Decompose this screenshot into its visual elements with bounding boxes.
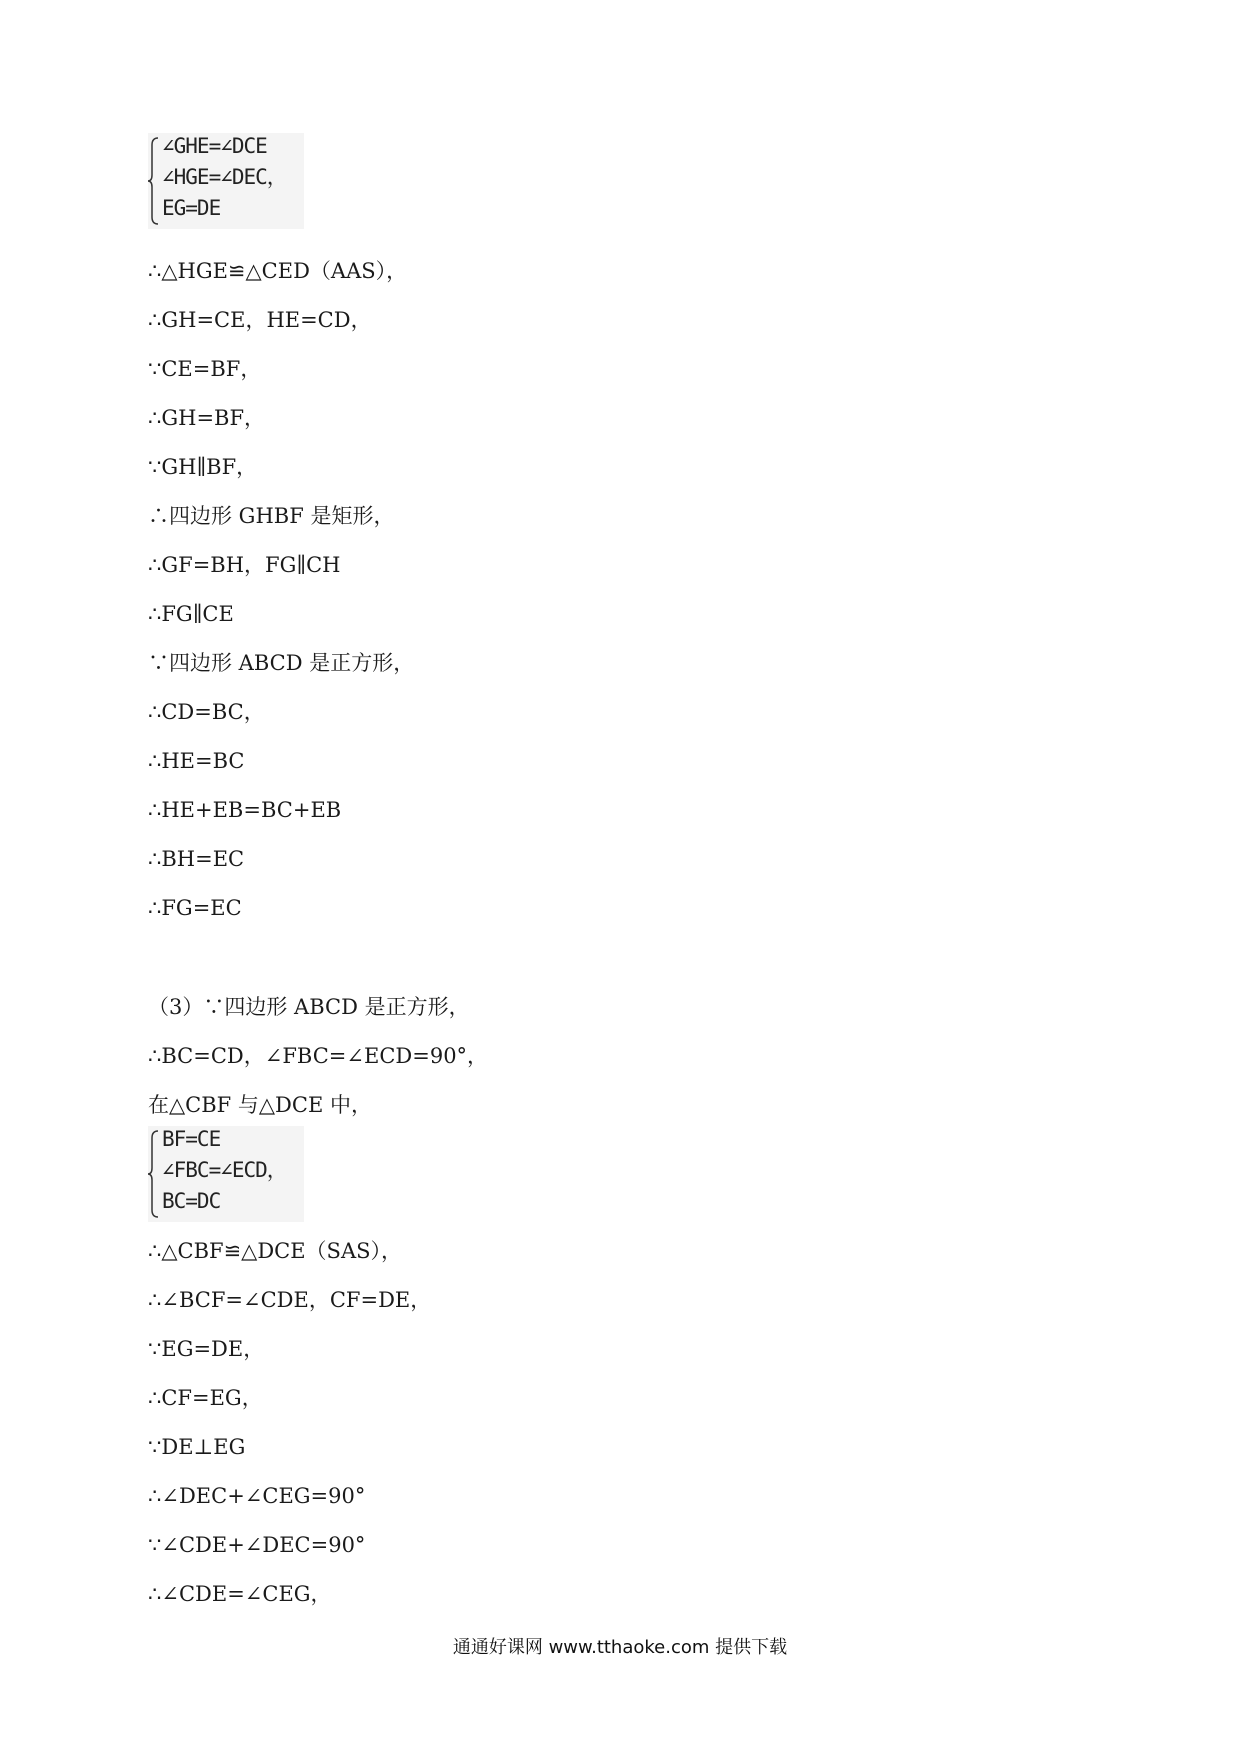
equation-system-1: [148, 133, 304, 229]
proof-step: ∴四边形 GHBF 是矩形，: [148, 504, 395, 528]
system1-line-1: ∠GHE=∠DCE: [162, 134, 267, 158]
equation-system-2: [148, 1126, 304, 1222]
part3-heading: （3）∵四边形 ABCD 是正方形，: [148, 995, 470, 1019]
page-footer: 通通好课网 www.tthaoke.com 提供下载: [452, 1637, 788, 1658]
proof-step: ∴∠DEC+∠CEG=90°: [148, 1484, 366, 1508]
proof-step: ∴BH=EC: [148, 847, 245, 871]
proof-step: ∴∠CDE=∠CEG，: [148, 1582, 332, 1606]
system1-line-3: EG=DE: [162, 196, 221, 220]
proof-step: ∴CD=BC，: [148, 700, 265, 724]
left-brace-icon: [148, 1130, 160, 1218]
system2-line-1: BF=CE: [162, 1127, 221, 1151]
proof-step: ∴FG=EC: [148, 896, 242, 920]
proof-step: ∵DE⊥EG: [148, 1435, 246, 1459]
proof-step: ∴GH=CE，HE=CD，: [148, 308, 372, 332]
proof-step: 在△CBF 与△DCE 中，: [148, 1093, 372, 1117]
proof-step: ∵GH∥BF，: [148, 455, 258, 479]
proof-step: ∵EG=DE，: [148, 1337, 265, 1361]
system2-line-2: ∠FBC=∠ECD，: [162, 1158, 287, 1182]
proof-step: ∴GH=BF，: [148, 406, 266, 430]
proof-step: ∴△CBF≌△DCE（SAS），: [148, 1239, 402, 1263]
system1-line-2: ∠HGE=∠DEC，: [162, 165, 287, 189]
proof-step: ∴HE=BC: [148, 749, 245, 773]
proof-step: ∵CE=BF，: [148, 357, 262, 381]
proof-step: ∴△HGE≌△CED（AAS），: [148, 259, 408, 283]
proof-step: ∴HE+EB=BC+EB: [148, 798, 342, 822]
proof-step: ∴CF=EG，: [148, 1386, 263, 1410]
proof-step: ∵四边形 ABCD 是正方形，: [148, 651, 415, 675]
proof-step: ∴∠BCF=∠CDE，CF=DE，: [148, 1288, 432, 1312]
proof-step: ∴GF=BH，FG∥CH: [148, 553, 341, 577]
left-brace-icon: [148, 137, 160, 225]
system2-line-3: BC=DC: [162, 1189, 221, 1213]
proof-step: ∵∠CDE+∠DEC=90°: [148, 1533, 366, 1557]
proof-step: ∴FG∥CE: [148, 602, 234, 626]
proof-step: ∴BC=CD，∠FBC=∠ECD=90°，: [148, 1044, 489, 1068]
